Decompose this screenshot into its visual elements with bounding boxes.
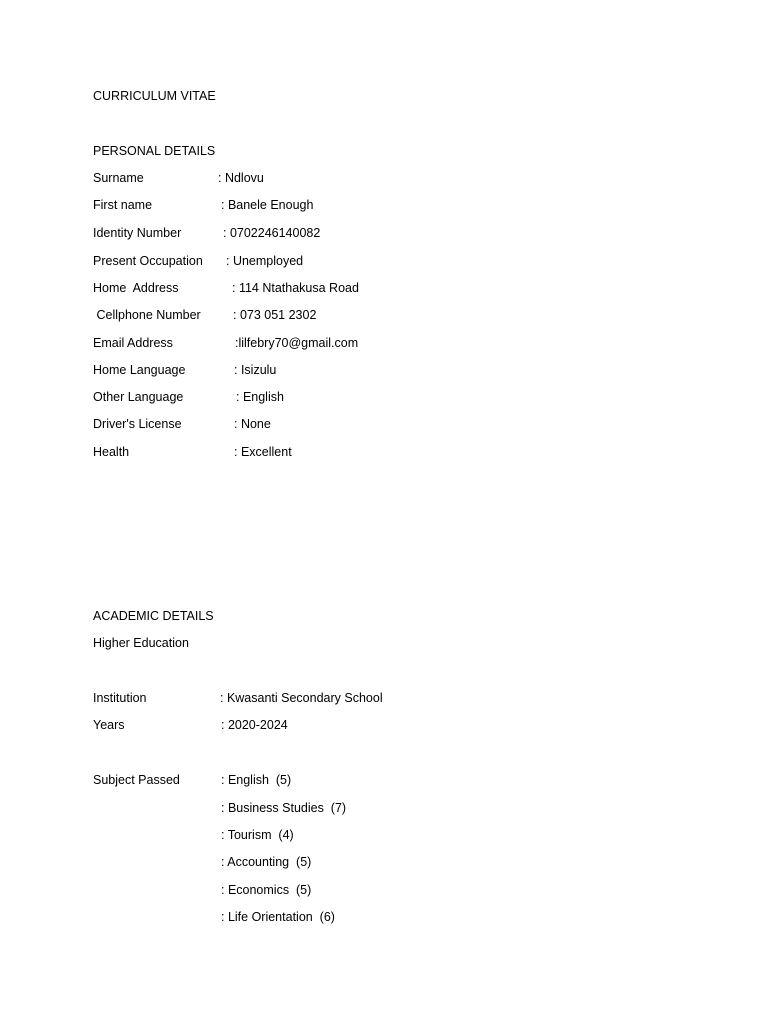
first-name-label: First name xyxy=(93,198,153,212)
present-occupation-label: Present Occupation xyxy=(93,254,203,268)
years-label: Years xyxy=(93,718,125,732)
years-value: : 2020-2024 xyxy=(221,718,288,732)
health-value: : Excellent xyxy=(234,445,292,459)
personal-details-heading: PERSONAL DETAILS xyxy=(93,144,216,158)
health-label: Health xyxy=(93,445,130,459)
subject-business-studies: : Business Studies (7) xyxy=(221,801,347,815)
identity-number-label: Identity Number xyxy=(93,226,182,240)
document-title: CURRICULUM VITAE xyxy=(93,89,216,103)
drivers-license-value: : None xyxy=(234,417,271,431)
home-address-label: Home Address xyxy=(93,281,179,295)
subject-life-orientation: : Life Orientation (6) xyxy=(221,910,335,924)
other-language-label: Other Language xyxy=(93,390,184,404)
home-language-value: : Isizulu xyxy=(234,363,277,377)
surname-label: Surname xyxy=(93,171,144,185)
institution-value: : Kwasanti Secondary School xyxy=(220,691,383,705)
first-name-value: : Banele Enough xyxy=(221,198,314,212)
subject-accounting: : Accounting (5) xyxy=(221,855,312,869)
cellphone-number-label: Cellphone Number xyxy=(93,308,201,322)
subject-economics: : Economics (5) xyxy=(221,883,312,897)
identity-number-value: : 0702246140082 xyxy=(223,226,321,240)
subject-english: : English (5) xyxy=(221,773,292,787)
surname-value: : Ndlovu xyxy=(218,171,264,185)
academic-details-heading: ACADEMIC DETAILS xyxy=(93,609,214,623)
subject-tourism: : Tourism (4) xyxy=(221,828,294,842)
cellphone-number-value: : 073 051 2302 xyxy=(233,308,317,322)
present-occupation-value: : Unemployed xyxy=(226,254,304,268)
email-address-label: Email Address xyxy=(93,336,173,350)
email-address-value: :lilfebry70@gmail.com xyxy=(235,336,359,350)
home-address-value: : 114 Ntathakusa Road xyxy=(232,281,359,295)
institution-label: Institution xyxy=(93,691,147,705)
subjects-passed-label: Subject Passed xyxy=(93,773,180,787)
other-language-value: : English xyxy=(236,390,284,404)
higher-education-subheading: Higher Education xyxy=(93,636,189,650)
drivers-license-label: Driver's License xyxy=(93,417,182,431)
home-language-label: Home Language xyxy=(93,363,186,377)
